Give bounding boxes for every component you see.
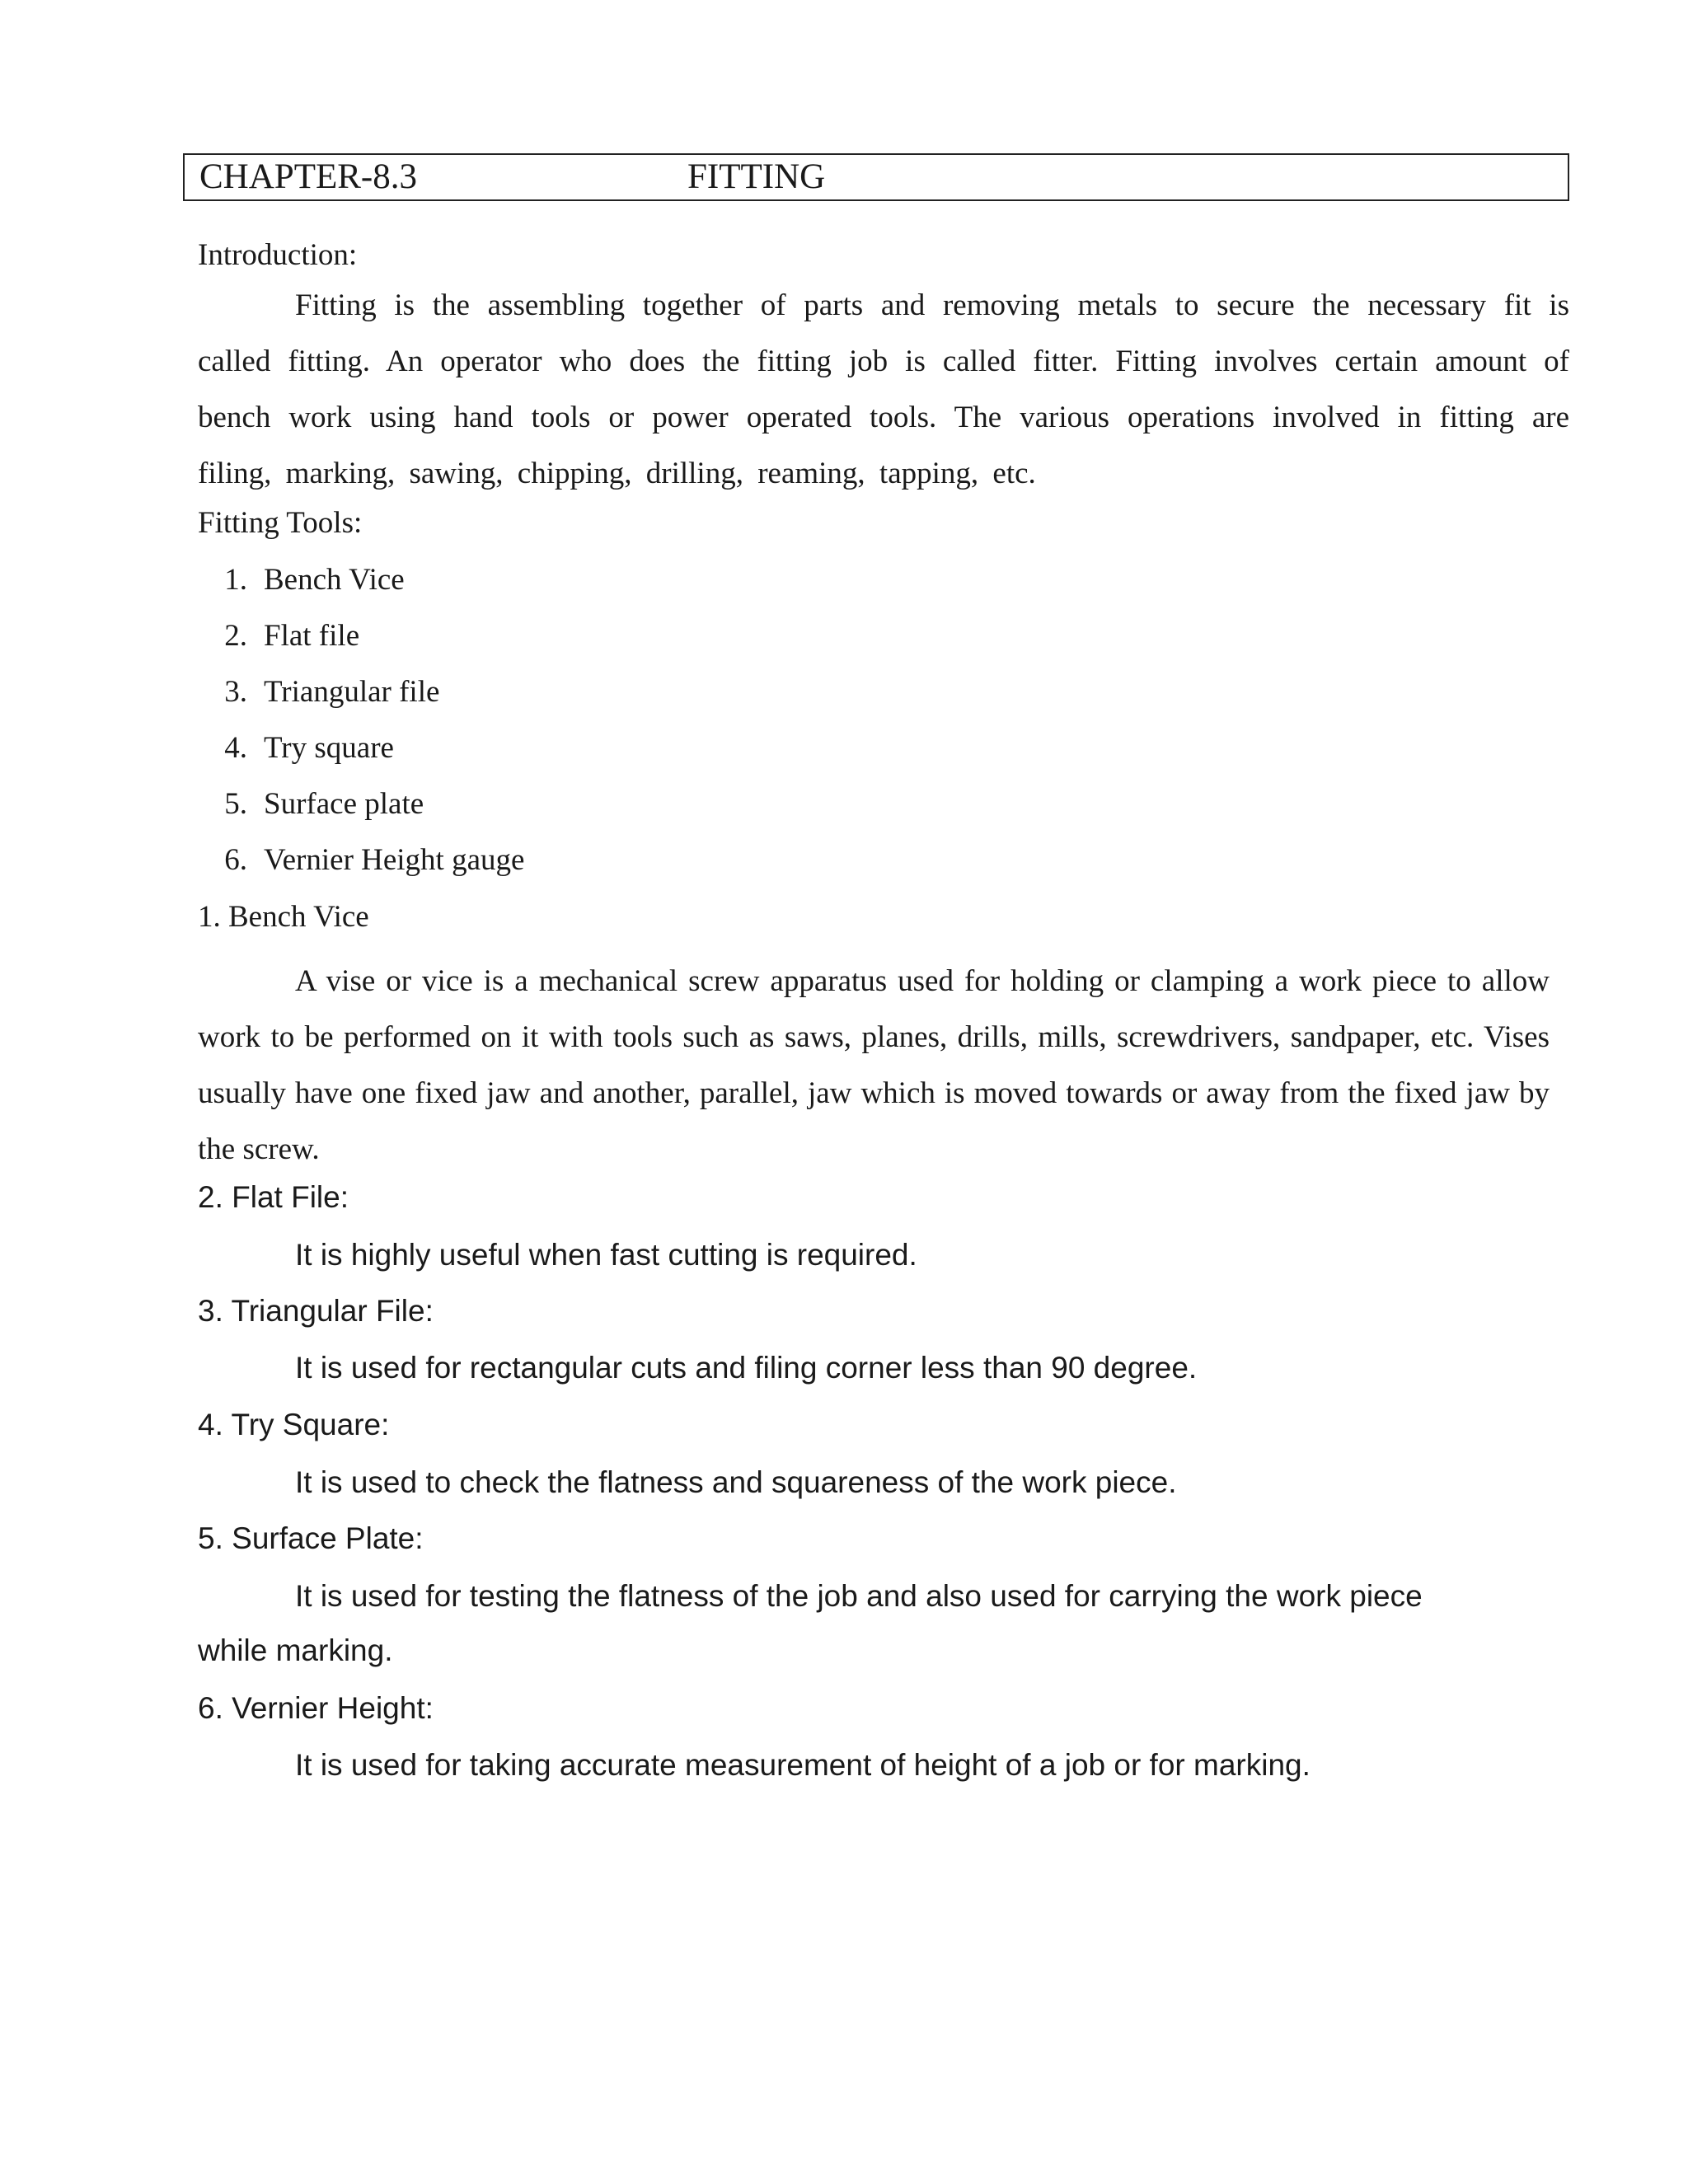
introduction-text: Fitting is the assembling together of parts and removing metals to secure the necessary fit is called fitting. An operator who does the fitting job is called fitter. Fitting involves certain amount of bench work using hand tools or power operated tools. The various operations involved in fitting are filing, marking, sawing, chipping, drilling, reaming, tapping, etc. (198, 288, 1569, 490)
flat-file-text: It is highly useful when fast cutting is required. (295, 1238, 917, 1272)
introduction-heading: Introduction: (198, 238, 358, 272)
bench-vice-text: A vise or vice is a mechanical screw apparatus used for holding or clamping a work piece to allow work to be performed on it with tools such as saws, planes, drills, mills, screwdrivers, sandpaper, etc. Vises usually have one fixed jaw and another, parallel, jaw which is moved towards or away from the fixed jaw by the screw. (198, 964, 1550, 1166)
surface-plate-text-line1: It is used for testing the flatness of the job and also used for carrying the work piece (295, 1579, 1423, 1613)
try-square-text: It is used to check the flatness and squareness of the work piece. (295, 1465, 1177, 1499)
triangular-file-heading: 3. Triangular File: (198, 1294, 434, 1328)
list-item: 5. Surface plate (224, 787, 424, 821)
triangular-file-text: It is used for rectangular cuts and filing corner less than 90 degree. (295, 1351, 1198, 1385)
chapter-title: FITTING (687, 157, 826, 196)
list-item: 4. Try square (224, 731, 394, 765)
introduction-paragraph (198, 278, 1569, 502)
surface-plate-heading: 5. Surface Plate: (198, 1521, 424, 1555)
try-square-heading: 4. Try Square: (198, 1408, 390, 1441)
vernier-height-text: It is used for taking accurate measurement of height of a job or for marking. (295, 1748, 1311, 1782)
surface-plate-text-line2: while marking. (198, 1633, 393, 1667)
bench-vice-paragraph (198, 954, 1550, 1178)
list-item: 2. Flat file (224, 619, 360, 653)
list-item: 3. Triangular file (224, 675, 440, 709)
list-item: 1. Bench Vice (224, 563, 405, 597)
list-item: 6. Vernier Height gauge (224, 843, 525, 877)
flat-file-heading: 2. Flat File: (198, 1180, 349, 1214)
bench-vice-heading: 1. Bench Vice (198, 900, 369, 934)
fitting-tools-heading: Fitting Tools: (198, 506, 363, 540)
chapter-number: CHAPTER-8.3 (199, 157, 417, 196)
fitting-tools-list (198, 552, 524, 888)
vernier-height-heading: 6. Vernier Height: (198, 1691, 434, 1725)
chapter-header (183, 153, 1569, 201)
